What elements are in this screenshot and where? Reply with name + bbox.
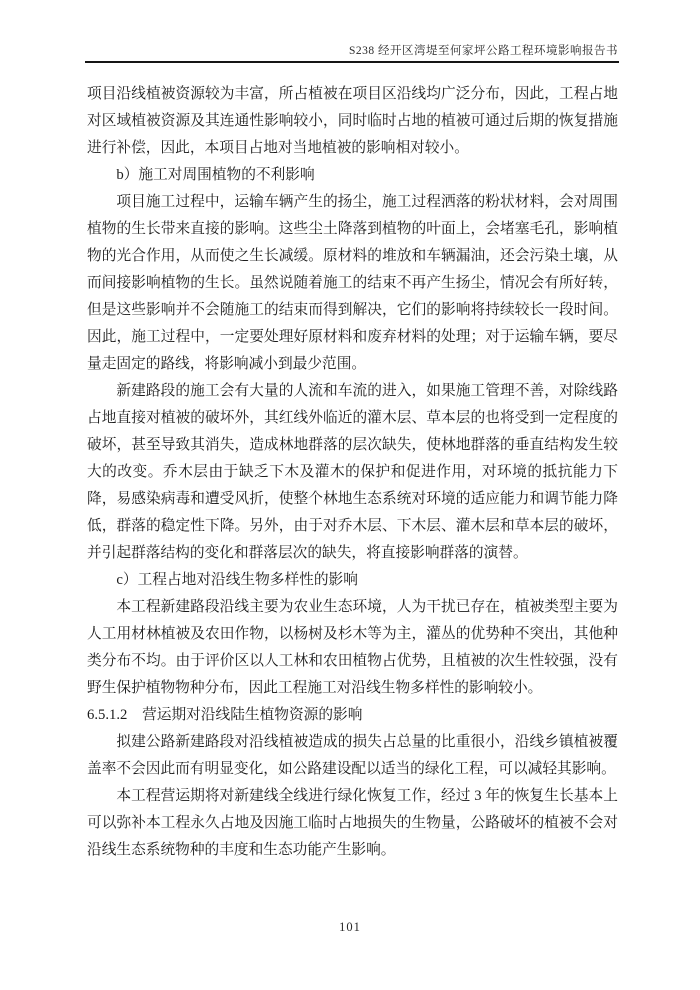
heading-6-5-1-2-operation-period: 6.5.1.2 营运期对沿线陆生植物资源的影响 bbox=[87, 707, 363, 723]
paragraph-operation-loss: 拟建公路新建路段对沿线植被造成的损失占总量的比重很小，沿线乡镇植被覆盖率不会因此而有明显变化，如公路建设配以适当的绿化工程，可以减轻其影响。 bbox=[87, 734, 618, 777]
subheading-c-biodiversity-impact: c）工程占地对沿线生物多样性的影响 bbox=[116, 572, 358, 588]
paragraph-construction-dust: 项目施工过程中，运输车辆产生的扬尘，施工过程洒落的粉状材料，会对周围植物的生长带来直接的影响。这些尘土降落到植物的叶面上，会堵塞毛孔，影响植物的光合作用，从而使之生长减缓。原材料的堆放和车辆漏油，还会污染土壤，从而间接影响植物的生长。虽然说随着施工的结束不再产生扬尘，情况会有所好转，但是这些影响并不会随施工的结束而得到解决，它们的影响将持续较长一段时间。因此，施工过程中，一定要处理好原材料和废弃材料的处理；对于运输车辆，要尽量走固定的路线，将影响减小到最少范围。 bbox=[87, 194, 618, 372]
document-body bbox=[87, 81, 618, 864]
header-title: S238 经开区湾堤至何家坪公路工程环境影响报告书 bbox=[348, 45, 618, 57]
page-footer bbox=[0, 920, 700, 935]
paragraph-new-road-damage: 新建路段的施工会有大量的人流和车流的进入，如果施工管理不善，对除线路占地直接对植被的破坏外，其红线外临近的灌木层、草本层的也将受到一定程度的破坏，甚至导致其消失，造成林地群落的层次缺失，使林地群落的垂直结构发生较大的改变。乔木层由于缺乏下木及灌木的保护和促进作用，对环境的抵抗能力下降，易感染病毒和遭受风折，使整个林地生态系统对环境的适应能力和调节能力降低，群落的稳定性下降。另外，由于对乔木层、下木层、灌木层和草本层的破坏，并引起群落结构的变化和群落层次的缺失，将直接影响群落的演替。 bbox=[87, 383, 618, 561]
page-number: 101 bbox=[339, 920, 361, 934]
page-header bbox=[87, 44, 618, 58]
subheading-b-construction-impact: b）施工对周围植物的不利影响 bbox=[116, 167, 315, 183]
header-divider bbox=[85, 61, 619, 63]
paragraph-greening-recovery: 本工程营运期将对新建线全线进行绿化恢复工作，经过 3 年的恢复生长基本上可以弥补本工程永久占地及因施工临时占地损失的生物量，公路破坏的植被不会对沿线生态系统物种的丰度和生态功能产生影响。 bbox=[87, 788, 618, 858]
paragraph-land-occupation-impact: 项目沿线植被资源较为丰富，所占植被在项目区沿线均广泛分布，因此，工程占地对区域植被资源及其连通性影响较小，同时临时占地的植被可通过后期的恢复措施进行补偿，因此，本项目占地对当地植被的影响相对较小。 bbox=[87, 86, 618, 156]
paragraph-biodiversity: 本工程新建路段沿线主要为农业生态环境，人为干扰已存在，植被类型主要为人工用材林植被及农田作物，以杨树及杉木等为主，灌丛的优势种不突出，其他种类分布不均。由于评价区以人工林和农田植物占优势，且植被的次生性较强，没有野生保护植物物种分布，因此工程施工对沿线生物多样性的影响较小。 bbox=[87, 599, 618, 696]
